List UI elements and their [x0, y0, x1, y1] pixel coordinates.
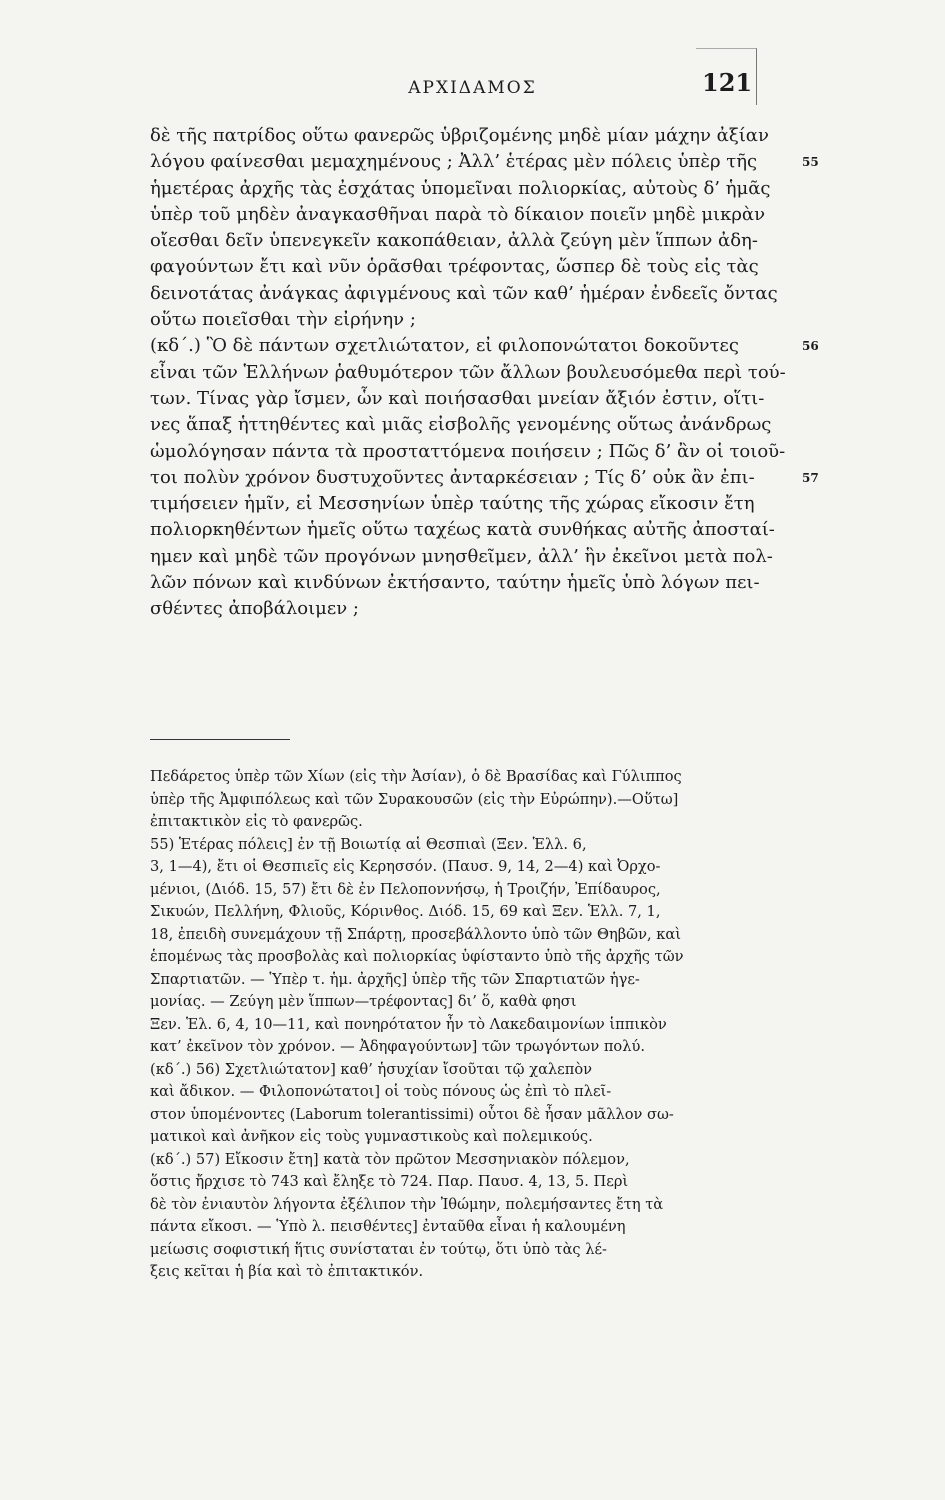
text-line: σθέντες ἀποβάλοιμεν ; [150, 598, 359, 620]
note-line: πάντα εἴκοσι. — Ὑπὸ λ. πεισθέντες] ἐνταῦθα εἶναι ἡ καλουμένη [150, 1218, 626, 1235]
section-number: 57 [802, 470, 819, 485]
text-line: λῶν πόνων καὶ κινδύνων ἐκτήσαντο, ταύτην ἡμεῖς ὑπὸ λόγων πει- [150, 572, 760, 594]
note-line: καὶ ἄδικον. — Φιλοπονώτατοι] οἱ τοὺς πόνους ὡς ἐπὶ τὸ πλεῖ- [150, 1083, 612, 1100]
note-line: ὑπὲρ τῆς Ἀμφιπόλεως καὶ τῶν Συρακουσῶν (εἰς τὴν Εὐρώπην).—Οὕτω] [150, 790, 679, 808]
text-line: ὡμολόγησαν πάντα τὰ προσταττόμενα ποιήσειν ; Πῶς δ’ ἂν οἱ τοιοῦ- [150, 440, 786, 462]
note-line: μένιοι, (Διόδ. 15, 57) ἔτι δὲ ἐν Πελοποννήσῳ, ἡ Τροιζήν, Ἐπίδαυρος, [150, 880, 661, 898]
note-line: μονίας. — Ζεύγη μὲν ἵππων—τρέφοντας] δι’ ὅ, καθὰ φησι [150, 993, 577, 1010]
text-line: ὑπὲρ τοῦ μηδὲν ἀναγκασθῆναι παρὰ τὸ δίκαιον ποιεῖν μηδὲ μικρὰν [150, 203, 766, 225]
note-line: 3, 1—4), ἔτι οἱ Θεσπιεῖς εἰς Κερησσόν. (Παυσ. 9, 14, 2—4) καὶ Ὀρχο- [150, 858, 661, 875]
note-line: μείωσις σοφιστική ἥτις συνίσταται ἐν τούτῳ, ὅτι ὑπὸ τὰς λέ- [150, 1240, 607, 1258]
section-number: 56 [802, 339, 819, 354]
text-line: ημεν καὶ μηδὲ τῶν προγόνων μνησθεῖμεν, ἀλλ’ ἣν ἐκεῖνοι μετὰ πολ- [150, 545, 773, 567]
note-line: στον ὑπομένοντες (Laborum tolerantissimi) οὗτοι δὲ ἦσαν μᾶλλον σω- [150, 1105, 674, 1123]
commentary-notes [150, 766, 772, 1284]
text-line: των. Τίνας γὰρ ἴσμεν, ὧν καὶ ποιήσασθαι μνείαν ἄξιόν ἐστιν, οἵτι- [150, 387, 765, 409]
text-line: λόγου φαίνεσθαι μεμαχημένους ; Ἀλλ’ ἑτέρας μὲν πόλεις ὑπὲρ τῆς 55 [150, 149, 770, 175]
running-head: ΑΡΧΙΔΑΜΟΣ [408, 78, 537, 98]
note-line: κατ’ ἐκεῖνον τὸν χρόνον. — Ἀδηφαγούντων] τῶν τρωγόντων πολύ. [150, 1038, 645, 1055]
note-line: δὲ τὸν ἐνιαυτὸν λήγοντα ἐξέλιπον τὴν Ἰθώμην, πολεμήσαντες ἔτη τὰ [150, 1195, 664, 1213]
note-line: Σικυών, Πελλήνη, Φλιοῦς, Κόρινθος. Διόδ. 15, 69 καὶ Ξεν. Ἑλλ. 7, 1, [150, 903, 661, 920]
note-line: Ξεν. Ἑλ. 6, 4, 10—11, καὶ πονηρότατον ἦν τὸ Λακεδαιμονίων ἱππικὸν [150, 1015, 667, 1033]
text-line: εἶναι τῶν Ἑλλήνων ῥαθυμότερον τῶν ἄλλων βουλευσόμεθα περὶ τού- [150, 361, 786, 383]
note-line: 55) Ἑτέρας πόλεις] ἐν τῇ Βοιωτίᾳ αἱ Θεσπιαὶ (Ξεν. Ἑλλ. 6, [150, 835, 587, 853]
text-line: δεινοτάτας ἀνάγκας ἀφιγμένους καὶ τῶν καθ’ ἡμέραν ἐνδεεῖς ὄντας [150, 282, 778, 304]
note-line: ματικοὶ καὶ ἀνῆκον εἰς τοὺς γυμναστικοὺς καὶ πολεμικούς. [150, 1128, 593, 1145]
text-line: τιμήσειεν ἡμῖν, εἰ Μεσσηνίων ὑπὲρ ταύτης τῆς χώρας εἴκοσιν ἔτη [150, 493, 755, 515]
note-line: (κδ΄.) 57) Εἴκοσιν ἔτη] κατὰ τὸν πρῶτον Μεσσηνιακὸν πόλεμον, [150, 1150, 630, 1168]
note-line: ἑπομένως τὰς προσβολὰς καὶ πολιορκίας ὑφίσταντο ὑπὸ τῆς ἀρχῆς τῶν [150, 948, 684, 965]
text-line: φαγούντων ἔτι καὶ νῦν ὁρᾶσθαι τρέφοντας, ὥσπερ δὲ τοὺς εἰς τὰς [150, 256, 759, 278]
text-line: δὲ τῆς πατρίδος οὕτω φανερῶς ὑβριζομένης μηδὲ μίαν μάχην ἀξίαν [150, 125, 769, 146]
page-number: 121 [702, 68, 753, 97]
note-line: (κδ΄.) 56) Σχετλιώτατον] καθ’ ἡσυχίαν ἴσοῦται τῷ χαλεπὸν [150, 1060, 592, 1078]
text-line: (κδ΄.) Ὃ δὲ πάντων σχετλιώτατον, εἰ φιλοπονώτατοι δοκοῦντες 56 [150, 333, 770, 359]
note-line: ὅστις ἤρχισε τὸ 743 καὶ ἔληξε τὸ 724. Παρ. Παυσ. 4, 13, 5. Περὶ [150, 1173, 629, 1190]
text-line: νες ἅπαξ ἡττηθέντες καὶ μιᾶς εἰσβολῆς γενομένης οὕτως ἀνάνδρως [150, 414, 772, 436]
note-line: Σπαρτιατῶν. — Ὑπὲρ τ. ἡμ. ἀρχῆς] ὑπὲρ τῆς τῶν Σπαρτιατῶν ἡγε- [150, 970, 640, 988]
note-line: ξεις κεῖται ἡ βία καὶ τὸ ἐπιτακτικόν. [150, 1263, 424, 1280]
text-line: πολιορκηθέντων ἡμεῖς οὕτω ταχέως κατὰ συνθήκας αὐτῆς ἀποσταί- [150, 519, 775, 541]
main-text [150, 123, 819, 623]
text-line: τοι πολὺν χρόνον δυστυχοῦντες ἀνταρκέσειαν ; Τίς δ’ οὐκ ἂν ἐπι- 57 [150, 465, 770, 491]
text-line: οὕτω ποιεῖσθαι τὴν εἰρήνην ; [150, 309, 416, 331]
note-line: ἐπιτακτικὸν εἰς τὸ φανερῶς. [150, 813, 363, 830]
text-line: ἡμετέρας ἀρχῆς τὰς ἐσχάτας ὑπομεῖναι πολιορκίας, αὐτοὺς δ’ ἡμᾶς [150, 177, 771, 199]
footnote-divider [150, 739, 290, 740]
text-line: οἴεσθαι δεῖν ὑπενεγκεῖν κακοπάθειαν, ἀλλὰ ζεύγη μὲν ἵππων ἀδη- [150, 230, 758, 252]
note-line: Πεδάρετος ὑπὲρ τῶν Χίων (εἰς τὴν Ἀσίαν), ὁ δὲ Βρασίδας καὶ Γύλιππος [150, 768, 682, 785]
section-number: 55 [802, 155, 819, 170]
note-line: 18, ἐπειδὴ συνεμάχουν τῇ Σπάρτῃ, προσεβάλλοντο ὑπὸ τῶν Θηβῶν, καὶ [150, 925, 681, 943]
